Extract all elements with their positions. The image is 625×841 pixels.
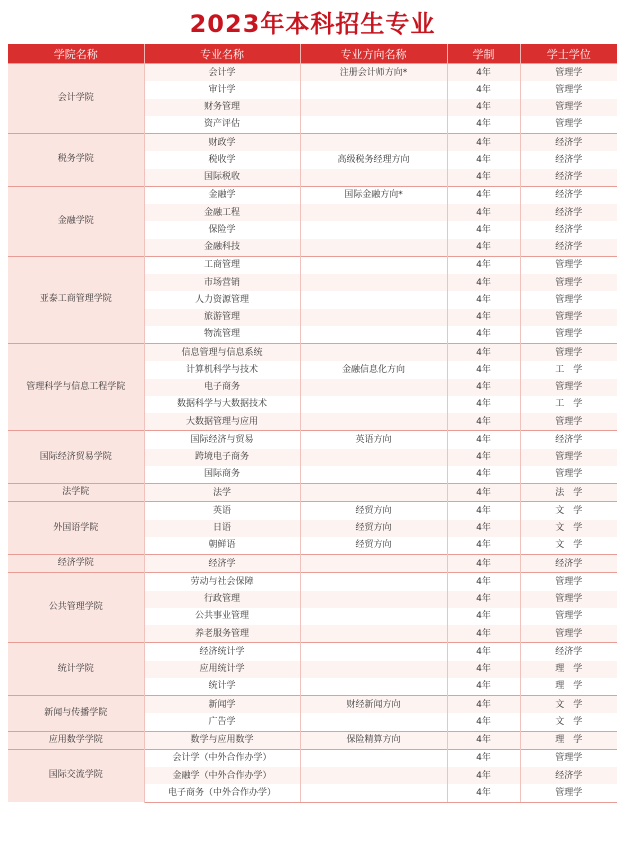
- table-row: [8, 555, 617, 573]
- major-cell: 法学: [144, 484, 300, 502]
- major-cell: 保险学: [144, 221, 300, 238]
- duration-cell: 4年: [447, 678, 520, 696]
- direction-cell: [300, 396, 447, 413]
- degree-cell: 经济学: [520, 221, 617, 238]
- direction-cell: [300, 274, 447, 291]
- duration-cell: 4年: [447, 256, 520, 274]
- direction-cell: 经贸方向: [300, 502, 447, 520]
- college-cell: 法学院: [8, 484, 144, 502]
- duration-cell: 4年: [447, 221, 520, 238]
- direction-cell: [300, 678, 447, 696]
- degree-cell: 经济学: [520, 431, 617, 449]
- duration-cell: 4年: [447, 573, 520, 591]
- degree-cell: 文 学: [520, 696, 617, 714]
- major-cell: 金融工程: [144, 204, 300, 221]
- major-cell: 英语: [144, 502, 300, 520]
- direction-cell: 英语方向: [300, 431, 447, 449]
- major-cell: 日语: [144, 520, 300, 537]
- direction-cell: [300, 413, 447, 431]
- degree-cell: 管理学: [520, 784, 617, 802]
- direction-cell: 高级税务经理方向: [300, 151, 447, 168]
- duration-cell: 4年: [447, 608, 520, 625]
- direction-cell: 保险精算方向: [300, 731, 447, 749]
- degree-cell: 管理学: [520, 591, 617, 608]
- duration-cell: 4年: [447, 502, 520, 520]
- direction-cell: 金融信息化方向: [300, 361, 447, 378]
- header-major: 专业名称: [144, 44, 300, 64]
- major-cell: 行政管理: [144, 591, 300, 608]
- direction-cell: [300, 81, 447, 98]
- major-cell: 统计学: [144, 678, 300, 696]
- duration-cell: 4年: [447, 81, 520, 98]
- table-row: [8, 484, 617, 502]
- degree-cell: 管理学: [520, 608, 617, 625]
- duration-cell: 4年: [447, 431, 520, 449]
- degree-cell: 经济学: [520, 767, 617, 784]
- degree-cell: 经济学: [520, 555, 617, 573]
- duration-cell: 4年: [447, 696, 520, 714]
- major-cell: 会计学（中外合作办学）: [144, 749, 300, 767]
- major-cell: 大数据管理与应用: [144, 413, 300, 431]
- direction-cell: 财经新闻方向: [300, 696, 447, 714]
- degree-cell: 文 学: [520, 713, 617, 731]
- direction-cell: [300, 379, 447, 396]
- duration-cell: 4年: [447, 239, 520, 257]
- major-cell: 工商管理: [144, 256, 300, 274]
- degree-cell: 管理学: [520, 81, 617, 98]
- major-cell: 公共事业管理: [144, 608, 300, 625]
- table-row: [8, 573, 617, 591]
- direction-cell: 经贸方向: [300, 520, 447, 537]
- direction-cell: [300, 466, 447, 484]
- majors-table-wrapper: [8, 44, 617, 803]
- duration-cell: 4年: [447, 413, 520, 431]
- direction-cell: [300, 239, 447, 257]
- direction-cell: [300, 99, 447, 116]
- table-row: [8, 731, 617, 749]
- direction-cell: [300, 116, 447, 134]
- direction-cell: [300, 326, 447, 344]
- table-row: [8, 431, 617, 449]
- college-cell: 会计学院: [8, 64, 144, 134]
- college-cell: 统计学院: [8, 643, 144, 696]
- degree-cell: 理 学: [520, 661, 617, 678]
- header-degree: 学士学位: [520, 44, 617, 64]
- degree-cell: 管理学: [520, 625, 617, 643]
- direction-cell: [300, 291, 447, 308]
- table-row: [8, 749, 617, 767]
- degree-cell: 管理学: [520, 344, 617, 362]
- duration-cell: 4年: [447, 291, 520, 308]
- degree-cell: 经济学: [520, 186, 617, 204]
- college-cell: 国际经济贸易学院: [8, 431, 144, 484]
- direction-cell: [300, 625, 447, 643]
- degree-cell: 文 学: [520, 520, 617, 537]
- major-cell: 计算机科学与技术: [144, 361, 300, 378]
- degree-cell: 管理学: [520, 749, 617, 767]
- major-cell: 国际税收: [144, 169, 300, 187]
- direction-cell: [300, 643, 447, 661]
- direction-cell: [300, 784, 447, 802]
- duration-cell: 4年: [447, 379, 520, 396]
- degree-cell: 管理学: [520, 116, 617, 134]
- table-row: [8, 696, 617, 714]
- degree-cell: 管理学: [520, 573, 617, 591]
- major-cell: 数学与应用数学: [144, 731, 300, 749]
- degree-cell: 经济学: [520, 239, 617, 257]
- degree-cell: 管理学: [520, 326, 617, 344]
- major-cell: 国际经济与贸易: [144, 431, 300, 449]
- page-title: 2023年本科招生专业: [189, 10, 436, 38]
- major-cell: 国际商务: [144, 466, 300, 484]
- major-cell: 审计学: [144, 81, 300, 98]
- college-cell: 亚泰工商管理学院: [8, 256, 144, 343]
- college-cell: 金融学院: [8, 186, 144, 256]
- college-cell: 经济学院: [8, 555, 144, 573]
- degree-cell: 管理学: [520, 256, 617, 274]
- major-cell: 信息管理与信息系统: [144, 344, 300, 362]
- direction-cell: [300, 309, 447, 326]
- direction-cell: [300, 749, 447, 767]
- duration-cell: 4年: [447, 64, 520, 82]
- major-cell: 朝鲜语: [144, 537, 300, 555]
- duration-cell: 4年: [447, 537, 520, 555]
- direction-cell: [300, 484, 447, 502]
- duration-cell: 4年: [447, 591, 520, 608]
- degree-cell: 管理学: [520, 413, 617, 431]
- duration-cell: 4年: [447, 396, 520, 413]
- duration-cell: 4年: [447, 749, 520, 767]
- direction-cell: [300, 134, 447, 152]
- major-cell: 物流管理: [144, 326, 300, 344]
- duration-cell: 4年: [447, 661, 520, 678]
- degree-cell: 法 学: [520, 484, 617, 502]
- degree-cell: 经济学: [520, 169, 617, 187]
- degree-cell: 管理学: [520, 466, 617, 484]
- degree-cell: 管理学: [520, 64, 617, 82]
- college-cell: 应用数学学院: [8, 731, 144, 749]
- degree-cell: 理 学: [520, 731, 617, 749]
- duration-cell: 4年: [447, 169, 520, 187]
- direction-cell: [300, 169, 447, 187]
- college-cell: 税务学院: [8, 134, 144, 187]
- college-cell: 外国语学院: [8, 502, 144, 555]
- major-cell: 金融科技: [144, 239, 300, 257]
- major-cell: 电子商务: [144, 379, 300, 396]
- degree-cell: 管理学: [520, 379, 617, 396]
- duration-cell: 4年: [447, 186, 520, 204]
- major-cell: 市场营销: [144, 274, 300, 291]
- duration-cell: 4年: [447, 643, 520, 661]
- duration-cell: 4年: [447, 625, 520, 643]
- college-cell: 新闻与传播学院: [8, 696, 144, 732]
- degree-cell: 管理学: [520, 291, 617, 308]
- college-cell: 国际交流学院: [8, 749, 144, 802]
- direction-cell: [300, 713, 447, 731]
- major-cell: 财务管理: [144, 99, 300, 116]
- major-cell: 人力资源管理: [144, 291, 300, 308]
- duration-cell: 4年: [447, 731, 520, 749]
- degree-cell: 管理学: [520, 99, 617, 116]
- major-cell: 资产评估: [144, 116, 300, 134]
- direction-cell: [300, 767, 447, 784]
- duration-cell: 4年: [447, 274, 520, 291]
- duration-cell: 4年: [447, 466, 520, 484]
- table-header-row: [8, 44, 617, 64]
- duration-cell: 4年: [447, 151, 520, 168]
- duration-cell: 4年: [447, 99, 520, 116]
- degree-cell: 经济学: [520, 204, 617, 221]
- table-row: [8, 344, 617, 362]
- degree-cell: 理 学: [520, 678, 617, 696]
- duration-cell: 4年: [447, 484, 520, 502]
- duration-cell: 4年: [447, 309, 520, 326]
- college-cell: 公共管理学院: [8, 573, 144, 643]
- duration-cell: 4年: [447, 520, 520, 537]
- major-cell: 经济统计学: [144, 643, 300, 661]
- degree-cell: 文 学: [520, 502, 617, 520]
- duration-cell: 4年: [447, 204, 520, 221]
- degree-cell: 文 学: [520, 537, 617, 555]
- major-cell: 跨境电子商务: [144, 449, 300, 466]
- direction-cell: 注册会计师方向*: [300, 64, 447, 82]
- major-cell: 数据科学与大数据技术: [144, 396, 300, 413]
- degree-cell: 管理学: [520, 309, 617, 326]
- major-cell: 金融学: [144, 186, 300, 204]
- table-row: [8, 134, 617, 152]
- major-cell: 新闻学: [144, 696, 300, 714]
- major-cell: 电子商务（中外合作办学）: [144, 784, 300, 802]
- direction-cell: [300, 573, 447, 591]
- major-cell: 养老服务管理: [144, 625, 300, 643]
- direction-cell: 经贸方向: [300, 537, 447, 555]
- major-cell: 经济学: [144, 555, 300, 573]
- degree-cell: 经济学: [520, 643, 617, 661]
- major-cell: 金融学（中外合作办学）: [144, 767, 300, 784]
- duration-cell: 4年: [447, 449, 520, 466]
- degree-cell: 管理学: [520, 274, 617, 291]
- header-direction: 专业方向名称: [300, 44, 447, 64]
- degree-cell: 经济学: [520, 134, 617, 152]
- header-college: 学院名称: [8, 44, 144, 64]
- table-row: [8, 643, 617, 661]
- major-cell: 广告学: [144, 713, 300, 731]
- direction-cell: [300, 608, 447, 625]
- direction-cell: [300, 591, 447, 608]
- direction-cell: [300, 661, 447, 678]
- duration-cell: 4年: [447, 326, 520, 344]
- direction-cell: [300, 221, 447, 238]
- header-duration: 学制: [447, 44, 520, 64]
- direction-cell: 国际金融方向*: [300, 186, 447, 204]
- table-row: [8, 502, 617, 520]
- degree-cell: 经济学: [520, 151, 617, 168]
- majors-table: [8, 44, 617, 803]
- duration-cell: 4年: [447, 361, 520, 378]
- direction-cell: [300, 256, 447, 274]
- degree-cell: 管理学: [520, 449, 617, 466]
- duration-cell: 4年: [447, 713, 520, 731]
- direction-cell: [300, 204, 447, 221]
- duration-cell: 4年: [447, 134, 520, 152]
- major-cell: 劳动与社会保障: [144, 573, 300, 591]
- degree-cell: 工 学: [520, 396, 617, 413]
- duration-cell: 4年: [447, 555, 520, 573]
- table-body: [8, 64, 617, 803]
- major-cell: 旅游管理: [144, 309, 300, 326]
- major-cell: 应用统计学: [144, 661, 300, 678]
- major-cell: 税收学: [144, 151, 300, 168]
- table-row: [8, 64, 617, 82]
- table-row: [8, 256, 617, 274]
- duration-cell: 4年: [447, 784, 520, 802]
- duration-cell: 4年: [447, 767, 520, 784]
- duration-cell: 4年: [447, 116, 520, 134]
- direction-cell: [300, 344, 447, 362]
- major-cell: 财政学: [144, 134, 300, 152]
- direction-cell: [300, 449, 447, 466]
- table-row: [8, 186, 617, 204]
- direction-cell: [300, 555, 447, 573]
- degree-cell: 工 学: [520, 361, 617, 378]
- college-cell: 管理科学与信息工程学院: [8, 344, 144, 431]
- duration-cell: 4年: [447, 344, 520, 362]
- major-cell: 会计学: [144, 64, 300, 82]
